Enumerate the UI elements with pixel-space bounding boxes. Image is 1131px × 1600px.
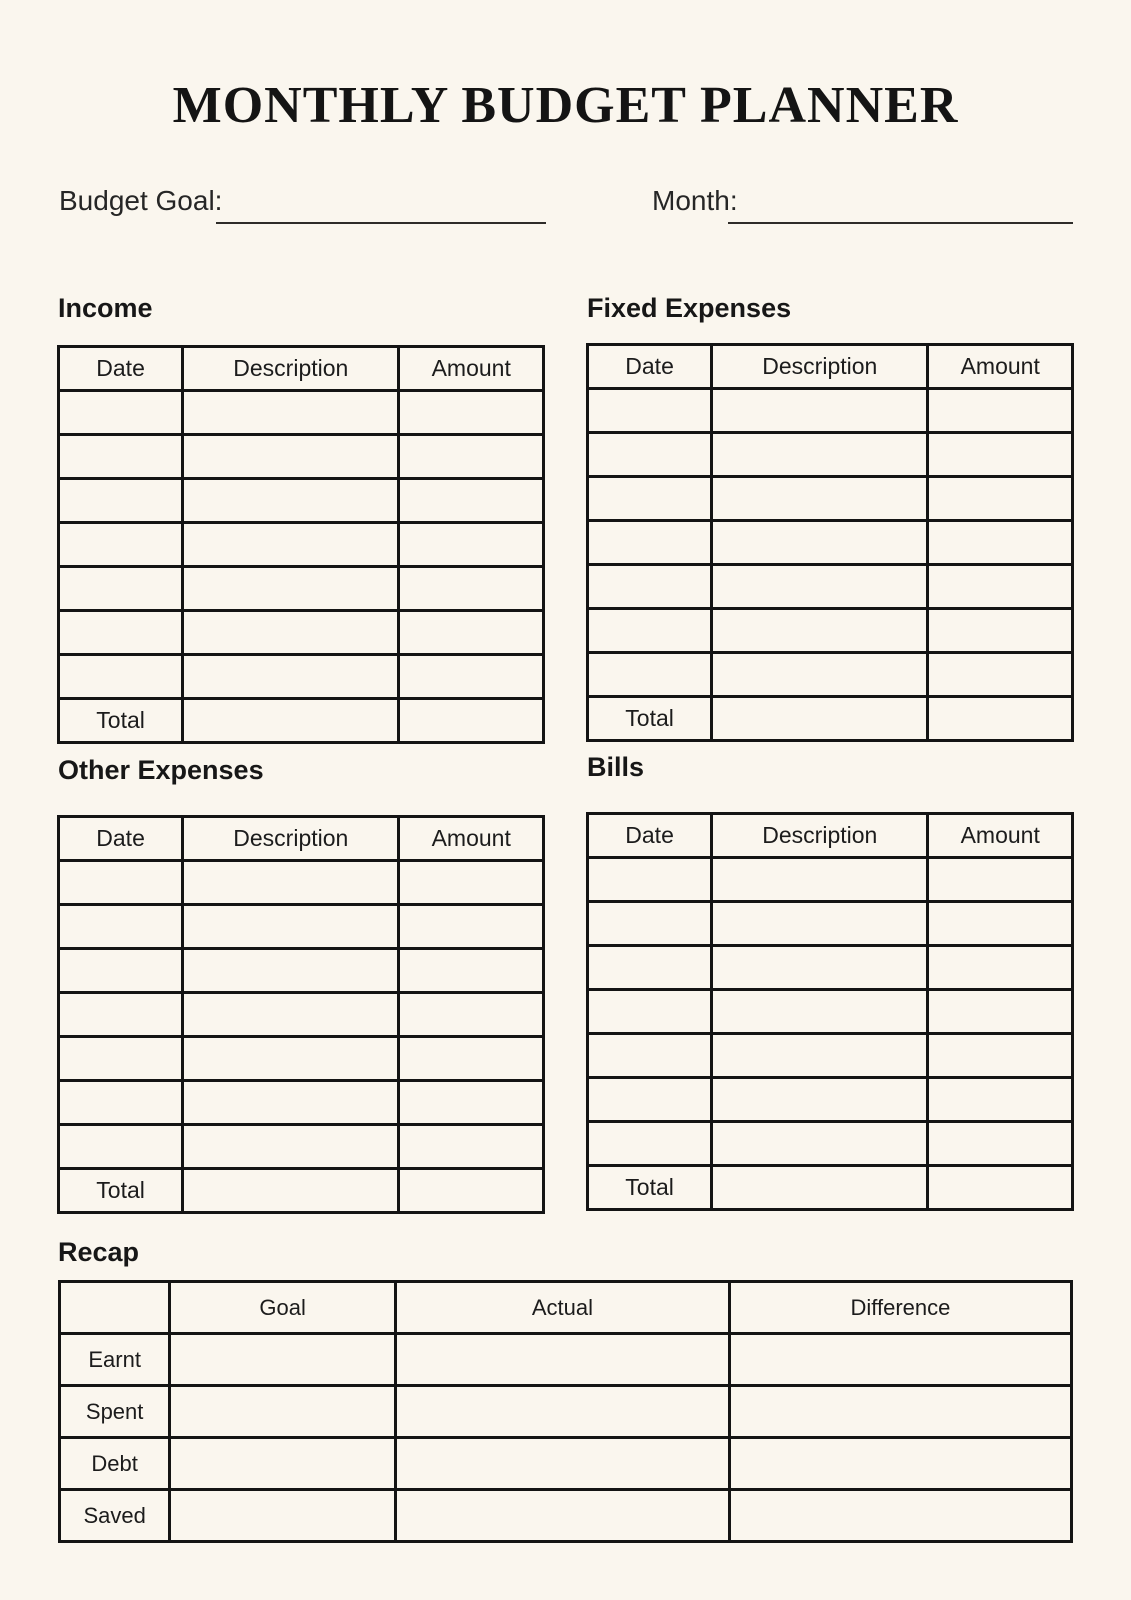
bills-table <box>586 812 1074 1211</box>
empty-cell[interactable] <box>183 479 399 523</box>
total-value-cell[interactable] <box>399 1169 544 1213</box>
recap-value-cell[interactable] <box>170 1334 396 1386</box>
amount-column-header: Amount <box>399 347 544 391</box>
empty-entry-row <box>588 1122 1073 1166</box>
recap-value-cell[interactable] <box>729 1490 1071 1542</box>
recap-value-cell[interactable] <box>170 1438 396 1490</box>
empty-cell[interactable] <box>59 567 183 611</box>
empty-cell[interactable] <box>59 479 183 523</box>
empty-entry-row <box>588 990 1073 1034</box>
total-row <box>588 697 1073 741</box>
empty-entry-row <box>59 611 544 655</box>
empty-cell[interactable] <box>59 905 183 949</box>
total-label: Total <box>59 699 183 743</box>
empty-cell[interactable] <box>588 990 712 1034</box>
empty-cell[interactable] <box>59 435 183 479</box>
empty-cell[interactable] <box>183 1125 399 1169</box>
empty-entry-row <box>59 861 544 905</box>
fixed-expenses-section-heading: Fixed Expenses <box>587 293 792 323</box>
empty-entry-row <box>588 433 1073 477</box>
empty-cell[interactable] <box>183 655 399 699</box>
recap-value-cell[interactable] <box>729 1386 1071 1438</box>
empty-cell[interactable] <box>928 902 1073 946</box>
empty-cell[interactable] <box>588 902 712 946</box>
description-column-header: Description <box>712 345 928 389</box>
empty-cell[interactable] <box>712 609 928 653</box>
total-label: Total <box>588 697 712 741</box>
empty-cell[interactable] <box>712 521 928 565</box>
recap-row-label: Saved <box>60 1490 170 1542</box>
other-expenses-table <box>57 815 545 1214</box>
empty-cell[interactable] <box>928 1078 1073 1122</box>
empty-cell[interactable] <box>588 946 712 990</box>
empty-cell[interactable] <box>183 435 399 479</box>
empty-cell[interactable] <box>712 1034 928 1078</box>
empty-cell[interactable] <box>712 1078 928 1122</box>
recap-debt-row <box>60 1438 1072 1490</box>
empty-cell[interactable] <box>588 389 712 433</box>
total-value-cell[interactable] <box>712 697 928 741</box>
empty-cell[interactable] <box>59 391 183 435</box>
empty-entry-row <box>588 477 1073 521</box>
amount-column-header: Amount <box>928 814 1073 858</box>
total-label: Total <box>59 1169 183 1213</box>
empty-entry-row <box>59 523 544 567</box>
recap-row-label: Spent <box>60 1386 170 1438</box>
empty-cell[interactable] <box>928 477 1073 521</box>
recap-value-cell[interactable] <box>395 1490 729 1542</box>
total-value-cell[interactable] <box>183 1169 399 1213</box>
amount-column-header: Amount <box>928 345 1073 389</box>
empty-cell[interactable] <box>928 858 1073 902</box>
empty-entry-row <box>588 389 1073 433</box>
empty-entry-row <box>588 858 1073 902</box>
empty-entry-row <box>588 1034 1073 1078</box>
empty-entry-row <box>588 1078 1073 1122</box>
empty-cell[interactable] <box>928 433 1073 477</box>
empty-entry-row <box>588 565 1073 609</box>
budget-goal-label: Budget Goal: <box>59 185 223 216</box>
empty-cell[interactable] <box>712 1122 928 1166</box>
actual-column-header: Actual <box>395 1282 729 1334</box>
recap-value-cell[interactable] <box>395 1386 729 1438</box>
empty-cell[interactable] <box>183 567 399 611</box>
empty-cell[interactable] <box>399 905 544 949</box>
fixed-expenses-table <box>586 343 1074 742</box>
empty-cell[interactable] <box>928 990 1073 1034</box>
empty-entry-row <box>59 567 544 611</box>
empty-cell[interactable] <box>399 523 544 567</box>
empty-cell[interactable] <box>588 1034 712 1078</box>
empty-entry-row <box>59 1037 544 1081</box>
empty-cell[interactable] <box>399 479 544 523</box>
goal-column-header: Goal <box>170 1282 396 1334</box>
recap-corner-cell <box>60 1282 170 1334</box>
income-header-row <box>59 347 544 391</box>
empty-cell[interactable] <box>59 949 183 993</box>
empty-cell[interactable] <box>183 523 399 567</box>
empty-entry-row <box>588 902 1073 946</box>
recap-row-label: Earnt <box>60 1334 170 1386</box>
total-value-cell[interactable] <box>928 697 1073 741</box>
empty-cell[interactable] <box>588 858 712 902</box>
empty-cell[interactable] <box>399 655 544 699</box>
empty-cell[interactable] <box>712 902 928 946</box>
date-column-header: Date <box>59 817 183 861</box>
empty-entry-row <box>59 655 544 699</box>
other-expenses-header-row <box>59 817 544 861</box>
empty-cell[interactable] <box>712 433 928 477</box>
empty-cell[interactable] <box>712 858 928 902</box>
empty-cell[interactable] <box>928 946 1073 990</box>
empty-cell[interactable] <box>59 1037 183 1081</box>
empty-cell[interactable] <box>399 861 544 905</box>
empty-cell[interactable] <box>183 1081 399 1125</box>
empty-entry-row <box>588 946 1073 990</box>
total-value-cell[interactable] <box>928 1166 1073 1210</box>
recap-earnt-row <box>60 1334 1072 1386</box>
description-column-header: Description <box>712 814 928 858</box>
empty-entry-row <box>59 1125 544 1169</box>
empty-cell[interactable] <box>399 391 544 435</box>
recap-header-row <box>60 1282 1072 1334</box>
month-field[interactable] <box>728 222 1073 224</box>
empty-cell[interactable] <box>59 523 183 567</box>
total-value-cell[interactable] <box>399 699 544 743</box>
empty-cell[interactable] <box>588 609 712 653</box>
other-expenses-section-heading: Other Expenses <box>58 755 264 785</box>
difference-column-header: Difference <box>729 1282 1071 1334</box>
empty-entry-row <box>59 435 544 479</box>
empty-cell[interactable] <box>59 655 183 699</box>
empty-cell[interactable] <box>183 611 399 655</box>
total-row <box>588 1166 1073 1210</box>
empty-cell[interactable] <box>399 435 544 479</box>
empty-cell[interactable] <box>588 1078 712 1122</box>
empty-entry-row <box>59 905 544 949</box>
description-column-header: Description <box>183 347 399 391</box>
recap-value-cell[interactable] <box>170 1490 396 1542</box>
recap-table <box>58 1280 1073 1543</box>
empty-entry-row <box>59 1081 544 1125</box>
recap-value-cell[interactable] <box>395 1334 729 1386</box>
empty-cell[interactable] <box>928 609 1073 653</box>
empty-cell[interactable] <box>59 1081 183 1125</box>
date-column-header: Date <box>588 345 712 389</box>
empty-cell[interactable] <box>712 990 928 1034</box>
empty-cell[interactable] <box>588 433 712 477</box>
date-column-header: Date <box>588 814 712 858</box>
recap-row-label: Debt <box>60 1438 170 1490</box>
empty-cell[interactable] <box>928 1122 1073 1166</box>
empty-cell[interactable] <box>183 861 399 905</box>
amount-column-header: Amount <box>399 817 544 861</box>
total-row <box>59 699 544 743</box>
empty-cell[interactable] <box>588 653 712 697</box>
total-value-cell[interactable] <box>712 1166 928 1210</box>
date-column-header: Date <box>59 347 183 391</box>
empty-entry-row <box>59 391 544 435</box>
empty-cell[interactable] <box>588 521 712 565</box>
empty-cell[interactable] <box>59 1125 183 1169</box>
empty-cell[interactable] <box>712 477 928 521</box>
empty-cell[interactable] <box>399 567 544 611</box>
recap-spent-row <box>60 1386 1072 1438</box>
total-label: Total <box>588 1166 712 1210</box>
empty-cell[interactable] <box>59 611 183 655</box>
empty-cell[interactable] <box>183 993 399 1037</box>
empty-entry-row <box>588 653 1073 697</box>
budget-goal-field[interactable] <box>216 222 546 224</box>
empty-cell[interactable] <box>183 391 399 435</box>
empty-cell[interactable] <box>712 653 928 697</box>
recap-value-cell[interactable] <box>170 1386 396 1438</box>
empty-entry-row <box>588 521 1073 565</box>
empty-cell[interactable] <box>399 1081 544 1125</box>
empty-cell[interactable] <box>183 1037 399 1081</box>
empty-cell[interactable] <box>399 949 544 993</box>
empty-cell[interactable] <box>183 905 399 949</box>
empty-cell[interactable] <box>399 1037 544 1081</box>
income-section-heading: Income <box>58 293 153 323</box>
empty-cell[interactable] <box>928 389 1073 433</box>
total-value-cell[interactable] <box>183 699 399 743</box>
empty-cell[interactable] <box>928 565 1073 609</box>
empty-entry-row <box>588 609 1073 653</box>
empty-cell[interactable] <box>712 389 928 433</box>
empty-cell[interactable] <box>399 993 544 1037</box>
bills-section-heading: Bills <box>587 752 645 782</box>
recap-value-cell[interactable] <box>729 1438 1071 1490</box>
fixed-expenses-header-row <box>588 345 1073 389</box>
empty-entry-row <box>59 949 544 993</box>
empty-cell[interactable] <box>59 861 183 905</box>
empty-cell[interactable] <box>712 565 928 609</box>
empty-cell[interactable] <box>712 946 928 990</box>
recap-saved-row <box>60 1490 1072 1542</box>
empty-cell[interactable] <box>588 565 712 609</box>
income-table <box>57 345 545 744</box>
total-row <box>59 1169 544 1213</box>
empty-cell[interactable] <box>399 1125 544 1169</box>
recap-section-heading: Recap <box>58 1237 140 1267</box>
description-column-header: Description <box>183 817 399 861</box>
empty-cell[interactable] <box>59 993 183 1037</box>
empty-entry-row <box>59 479 544 523</box>
month-label: Month: <box>652 185 738 216</box>
bills-header-row <box>588 814 1073 858</box>
empty-entry-row <box>59 993 544 1037</box>
page-title: MONTHLY BUDGET PLANNER <box>172 77 959 134</box>
empty-cell[interactable] <box>928 1034 1073 1078</box>
empty-cell[interactable] <box>183 949 399 993</box>
empty-cell[interactable] <box>928 521 1073 565</box>
empty-cell[interactable] <box>588 477 712 521</box>
recap-value-cell[interactable] <box>395 1438 729 1490</box>
empty-cell[interactable] <box>399 611 544 655</box>
empty-cell[interactable] <box>928 653 1073 697</box>
recap-value-cell[interactable] <box>729 1334 1071 1386</box>
empty-cell[interactable] <box>588 1122 712 1166</box>
